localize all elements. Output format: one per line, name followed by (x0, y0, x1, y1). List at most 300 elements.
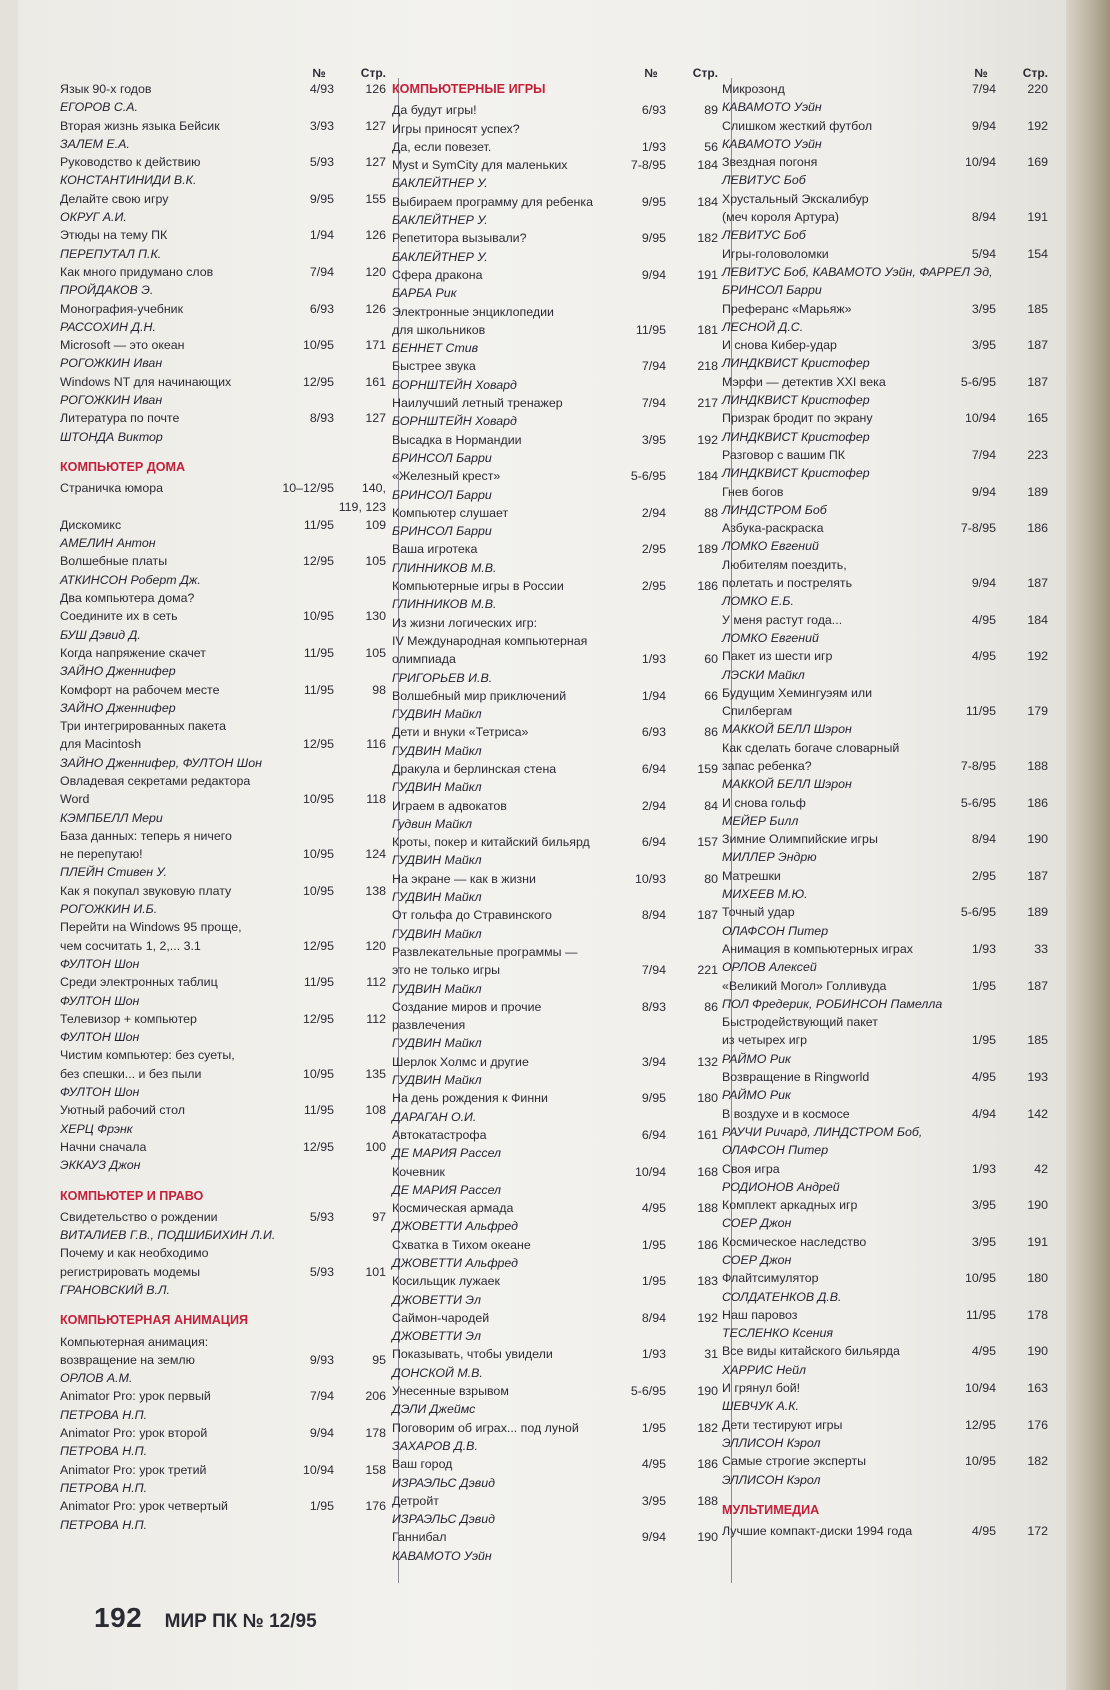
issue-number: 4/95 (971, 1070, 996, 1085)
issue-number: 12/95 (302, 374, 334, 389)
page-ref: 189 (1027, 905, 1048, 920)
author-name: ГУДВИН Майкл (392, 1073, 482, 1088)
entry-line (60, 1101, 390, 1119)
entry-line (722, 190, 1052, 208)
entry-line (392, 1382, 722, 1400)
index-entry (722, 190, 1052, 245)
entry-line (392, 120, 722, 138)
author-name: ПОЛ Фредерик, РОБИНСОН Памелла (722, 996, 943, 1011)
entry-line (60, 479, 390, 497)
index-entry (60, 190, 390, 227)
issue-number: 4/95 (971, 612, 996, 627)
author-name: ГУДВИН Майкл (392, 890, 482, 905)
article-title: Детройт (392, 1493, 439, 1508)
author-name: ГЛИННИКОВ М.В. (392, 560, 497, 575)
issue-number: 1/93 (971, 941, 996, 956)
article-title: Любителям поездить, (722, 557, 847, 572)
index-entry (722, 300, 1052, 337)
issue-number: 2/95 (971, 868, 996, 883)
article-title: Звездная погоня (722, 155, 818, 170)
issue-number: 1/95 (971, 1033, 996, 1048)
issue-number: 9/94 (641, 1530, 666, 1545)
issue-number: 1/93 (641, 139, 666, 154)
index-entry (60, 1010, 390, 1047)
author-name: ИЗРАЭЛЬС Дэвид (392, 1475, 495, 1490)
page-ref: 176 (365, 1499, 386, 1514)
issue-number: 10/95 (302, 883, 334, 898)
author-name: ПЕТРОВА Н.П. (60, 1480, 148, 1495)
article-title: Электронные энциклопедии (392, 304, 554, 319)
page-ref: 183 (697, 1274, 718, 1289)
author-name: РАУЧИ Ричард, ЛИНДСТРОМ Боб, (722, 1124, 923, 1139)
author-name: ЛЕВИТУС Боб (722, 173, 806, 188)
article-title: Микрозонд (722, 82, 785, 96)
article-title: Космическое наследство (722, 1234, 867, 1249)
entry-line (722, 1342, 1052, 1360)
issue-number: 10/94 (634, 1164, 666, 1179)
page-ref: 95 (372, 1352, 386, 1367)
author-name: ЛЭСКИ Майкл (722, 667, 805, 682)
entry-line (392, 797, 722, 815)
article-title: Свидетельство о рождении (60, 1209, 218, 1224)
entry-line (60, 1010, 390, 1028)
author-name: БРИНСОЛ Барри (392, 524, 492, 539)
index-entry (60, 516, 390, 553)
index-column-3 (722, 64, 1052, 1540)
entry-line (60, 973, 390, 991)
issue-number: 3/94 (641, 1054, 666, 1069)
index-entry (392, 577, 722, 614)
index-entry (392, 303, 722, 358)
article-title: Как сделать богаче словарный (722, 740, 900, 755)
page-ref: 187 (1027, 978, 1048, 993)
page-ref: 180 (697, 1091, 718, 1106)
issue-number: 9/95 (641, 231, 666, 246)
article-title: Своя игра (722, 1161, 780, 1176)
page-ref: 105 (365, 645, 386, 660)
article-title: Язык 90-х годов (60, 82, 152, 96)
author-name: ПЕТРОВА Н.П. (60, 1517, 148, 1532)
article-title: Сфера дракона (392, 267, 483, 282)
column-header (722, 64, 1052, 80)
issue-number: 11/95 (965, 704, 996, 719)
index-entry (722, 647, 1052, 684)
article-title: Пакет из шести игр (722, 649, 833, 664)
index-entry (60, 263, 390, 300)
entry-line (722, 794, 1052, 812)
author-name: ДАРАГАН О.И. (392, 1109, 477, 1124)
issue-number: 10/94 (302, 1462, 334, 1477)
entry-line (722, 556, 1052, 574)
entry-line (60, 409, 390, 427)
article-title: Делайте свою игру (60, 191, 169, 206)
page-ref: 182 (1027, 1454, 1048, 1469)
article-title: Волшебный мир приключений (392, 688, 567, 703)
index-entry (392, 504, 722, 541)
index-entry (60, 1244, 390, 1299)
article-title: Наилучший летный тренажер (392, 396, 563, 411)
author-name: ОРЛОВ А.М. (60, 1371, 133, 1386)
author-name: БЕННЕТ Стив (392, 341, 479, 356)
page-ref: 135 (365, 1066, 386, 1081)
author-name: ЭЛЛИСОН Кэрол (722, 1435, 821, 1450)
index-entry (60, 153, 390, 190)
issue-number: 8/94 (641, 908, 666, 923)
page-header: Стр. (360, 66, 386, 80)
page-ref: 84 (704, 798, 718, 813)
article-title: На экране — как в жизни (392, 871, 536, 886)
article-title: Компьютер слушает (392, 505, 509, 520)
index-entry (392, 357, 722, 394)
entry-line (722, 1233, 1052, 1251)
index-entry (722, 1068, 1052, 1105)
entry-line (722, 977, 1052, 995)
index-entry (722, 409, 1052, 446)
entry-line (60, 790, 390, 808)
issue-number: 11/95 (635, 322, 666, 337)
article-title: От гольфа до Стравинского (392, 908, 552, 923)
entry-line (60, 735, 390, 753)
author-name: БОРНШТЕЙН Ховард (392, 414, 517, 429)
author-name: ГРАНОВСКИЙ В.Л. (60, 1283, 170, 1297)
article-title: Точный удар (722, 905, 795, 920)
index-entry (60, 918, 390, 973)
entry-line (722, 446, 1052, 464)
index-entry (60, 117, 390, 154)
page-ref: 161 (365, 374, 386, 389)
section-title: КОМПЬЮТЕР ДОМА (60, 459, 186, 474)
issue-number: 7/94 (971, 82, 996, 96)
issue-number: 10/94 (964, 155, 996, 170)
index-column-1 (60, 64, 390, 1534)
issue-number: 8/94 (641, 1310, 666, 1325)
article-title: Слишком жесткий футбол (722, 118, 873, 133)
page-ref: 190 (1027, 1344, 1048, 1359)
entry-line (722, 245, 1052, 263)
index-entry (392, 394, 722, 431)
issue-number: 9/95 (641, 194, 666, 209)
section-title: КОМПЬЮТЕР И ПРАВО (60, 1188, 204, 1203)
article-title: Animator Pro: урок второй (60, 1426, 208, 1441)
author-name: РАССОХИН Д.Н. (60, 319, 156, 334)
issue-number: 11/95 (303, 517, 334, 532)
index-entry (392, 467, 722, 504)
author-name: БАКЛЕЙТНЕР У. (392, 176, 488, 191)
entry-line (60, 516, 390, 534)
article-title: Animator Pro: урок четвертый (60, 1499, 228, 1514)
author-name: РОГОЖКИН И.Б. (60, 902, 158, 917)
page-ref: 179 (1027, 704, 1048, 719)
index-entry (392, 431, 722, 468)
author-name: БОРНШТЕЙН Ховард (392, 377, 517, 392)
index-entry (60, 300, 390, 337)
article-title: Вторая жизнь языка Бейсик (60, 118, 220, 133)
page-ref: 120 (365, 264, 386, 279)
entry-line (60, 1461, 390, 1479)
issue-number: 7-8/95 (960, 521, 996, 536)
entry-line (392, 321, 722, 339)
entry-line (392, 266, 722, 284)
issue-number: 7/94 (641, 963, 666, 978)
entry-line (60, 226, 390, 244)
article-title: Дракула и берлинская стена (392, 761, 557, 776)
index-entry (392, 906, 722, 943)
author-name: МАККОЙ БЕЛЛ Шэрон (722, 722, 852, 737)
index-entry (60, 1497, 390, 1534)
page-ref: 60 (704, 652, 718, 667)
entry-line (392, 632, 722, 650)
entry-line (392, 577, 722, 595)
entry-line (392, 1163, 722, 1181)
index-entry (722, 1013, 1052, 1068)
article-title: На день рождения к Финни (392, 1091, 548, 1106)
article-title: Преферанс «Марьяж» (722, 301, 852, 316)
index-entry (722, 373, 1052, 410)
entry-line (392, 870, 722, 888)
index-entry (60, 373, 390, 410)
index-entry (60, 1138, 390, 1175)
page-ref: 186 (697, 1457, 718, 1472)
issue-number: 12/95 (302, 938, 334, 953)
page-ref: 112 (366, 975, 386, 990)
article-title: Схватка в Тихом океане (392, 1237, 531, 1252)
article-title: полетать и пострелять (722, 576, 853, 591)
article-title: Космическая армада (392, 1201, 514, 1216)
issue-number: 10/95 (302, 792, 334, 807)
page-ref: 192 (1027, 118, 1048, 133)
page-ref: 56 (704, 139, 718, 154)
issue-number: 4/95 (971, 1524, 996, 1539)
index-entry (392, 1345, 722, 1382)
entry-line (392, 687, 722, 705)
column-header (392, 64, 722, 80)
index-entry (722, 556, 1052, 611)
page-ref: 178 (1027, 1307, 1048, 1322)
author-name: МЕЙЕР Билл (722, 813, 799, 828)
author-name: БРИНСОЛ Барри (722, 283, 822, 298)
index-entry (60, 882, 390, 919)
issue-number: 3/95 (641, 1493, 666, 1508)
article-title: Из жизни логических игр: (392, 615, 538, 630)
author-name: ГУДВИН Майкл (392, 926, 482, 941)
article-title: Windows NT для начинающих (60, 374, 232, 389)
page-ref: 190 (1027, 1198, 1048, 1213)
entry-line (722, 1416, 1052, 1434)
article-title: регистрировать модемы (60, 1264, 201, 1279)
page-ref: 188 (697, 1201, 718, 1216)
index-entry (392, 1163, 722, 1200)
page-ref: 86 (704, 725, 718, 740)
page-ref: 206 (365, 1389, 386, 1404)
page-header: Стр. (692, 66, 718, 80)
entry-line (60, 607, 390, 625)
page-ref: 192 (697, 1310, 718, 1325)
issue-header: № (644, 66, 658, 80)
index-entry (60, 827, 390, 882)
page-ref: 185 (1027, 1033, 1048, 1048)
page-ref: 176 (1027, 1417, 1048, 1432)
index-entry (60, 589, 390, 644)
index-entry (60, 717, 390, 772)
entry-line (722, 80, 1052, 98)
issue-number: 10/95 (302, 847, 334, 862)
page-ref: 118 (366, 792, 386, 807)
index-entry (722, 1452, 1052, 1489)
author-name: БРИНСОЛ Барри (392, 487, 492, 502)
issue-number: 12/95 (302, 1139, 334, 1154)
entry-line (60, 190, 390, 208)
index-entry (392, 229, 722, 266)
article-title: Будущим Хемингуэям или (722, 685, 873, 700)
section-title: МУЛЬТИМЕДИА (722, 1502, 820, 1517)
entry-line (60, 336, 390, 354)
author-name: ГУДВИН Майкл (392, 853, 482, 868)
issue-number: 10/95 (964, 1454, 996, 1469)
author-name: ТЕСЛЕНКО Ксения (722, 1326, 834, 1341)
entry-line (60, 80, 390, 98)
issue-number: 3/95 (641, 432, 666, 447)
issue-number: 11/95 (303, 1103, 334, 1118)
entry-line (60, 918, 390, 936)
entry-line (60, 263, 390, 281)
entry-line (722, 684, 1052, 702)
article-title: Соедините их в сеть (60, 609, 178, 624)
author-name: ДЖОВЕТТИ Альфред (392, 1256, 519, 1270)
author-name: ДОНСКОЙ М.В. (392, 1365, 483, 1380)
entry-line (60, 681, 390, 699)
article-title: запас ребенка? (722, 758, 812, 773)
article-title: Уютный рабочий стол (60, 1103, 185, 1118)
entry-line (392, 1528, 722, 1546)
page-ref: 220 (1027, 82, 1048, 96)
author-name: МИХЕЕВ М.Ю. (722, 887, 808, 902)
author-name: ОРЛОВ Алексей (722, 960, 817, 975)
article-title: не перепутаю! (60, 847, 143, 862)
index-entry (722, 336, 1052, 373)
author-name: РОГОЖКИН Иван (60, 393, 163, 408)
issue-number: 6/93 (641, 725, 666, 740)
page-ref: 182 (697, 1420, 718, 1435)
author-name: МАККОЙ БЕЛЛ Шэрон (722, 777, 852, 792)
index-entry (60, 226, 390, 263)
page-ref: 159 (697, 761, 718, 776)
index-entry (722, 830, 1052, 867)
article-title: Овладевая секретами редактора (60, 773, 251, 788)
author-name: ФУЛТОН Шон (60, 993, 140, 1008)
issue-number: 11/95 (303, 975, 334, 990)
entry-line (60, 772, 390, 790)
article-title: Лучшие компакт-диски 1994 года (722, 1524, 913, 1539)
index-entry (60, 1208, 390, 1245)
entry-line (722, 903, 1052, 921)
issue-number: 4/95 (641, 1201, 666, 1216)
index-entry (392, 723, 722, 760)
index-entry (392, 266, 722, 303)
author-name: КАВАМОТО Уэйн (722, 136, 822, 151)
book-spine (1066, 0, 1110, 1690)
entry-line (392, 1126, 722, 1144)
entry-line (722, 830, 1052, 848)
page-ref: 127 (365, 411, 386, 426)
index-entry (60, 479, 390, 516)
issue-number: 6/93 (309, 301, 334, 316)
article-title: Игры приносят успех? (392, 121, 520, 136)
issue-number: 5/93 (309, 1209, 334, 1224)
article-title: Наш паровоз (722, 1307, 798, 1322)
issue-number: 1/95 (641, 1274, 666, 1289)
article-title: возвращение на землю (60, 1352, 195, 1367)
article-title: Спилбергам (722, 704, 793, 719)
article-title: Кочевник (392, 1164, 445, 1179)
index-entry (392, 760, 722, 797)
author-name: БАРБА Рик (392, 286, 457, 301)
page-ref: 142 (1027, 1106, 1048, 1121)
issue-number: 9/94 (971, 118, 996, 133)
page-number: 192 (94, 1602, 143, 1633)
author-name: КОНСТАНТИНИДИ В.К. (60, 173, 197, 188)
index-entry (392, 797, 722, 834)
index-entry (392, 1089, 722, 1126)
issue-number: 7/94 (309, 264, 334, 279)
page-ref: 86 (704, 999, 718, 1014)
index-entry (60, 409, 390, 446)
article-title: Дети тестируют игры (722, 1417, 843, 1432)
article-title: Выбираем программу для ребенка (392, 194, 593, 209)
article-title: Играем в адвокатов (392, 798, 507, 813)
index-entry (722, 1379, 1052, 1416)
article-title: Унесенные взрывом (392, 1384, 509, 1399)
page-ref: 187 (1027, 338, 1048, 353)
article-title: Да, если повезет. (392, 139, 492, 154)
article-title: Компьютерная анимация: (60, 1334, 209, 1349)
entry-line (60, 1497, 390, 1515)
article-title: Дети и внуки «Тетриса» (392, 725, 529, 740)
issue-number: 5-6/95 (630, 469, 666, 484)
article-title: Высадка в Нормандии (392, 432, 522, 447)
issue-header: № (974, 66, 988, 80)
issue-header: № (312, 66, 326, 80)
index-entry (392, 833, 722, 870)
index-entry (722, 867, 1052, 904)
article-title: Развлекательные программы — (392, 944, 578, 959)
article-title: Кроты, покер и китайский бильярд (392, 835, 590, 850)
page-ref: 187 (1027, 868, 1048, 883)
page-ref: 127 (365, 155, 386, 170)
article-title: Азбука-раскраска (722, 521, 824, 536)
issue-number: 11/95 (965, 1307, 996, 1322)
author-name: ЛИНДКВИСТ Кристофер (722, 429, 870, 444)
index-entry (722, 1306, 1052, 1343)
page-ref: 189 (1027, 484, 1048, 499)
issue-number: 9/95 (309, 191, 334, 206)
issue-number: 3/95 (971, 338, 996, 353)
index-column-2 (392, 64, 722, 1565)
issue-number: 4/95 (641, 1457, 666, 1472)
entry-line (722, 574, 1052, 592)
author-name: СОЕР Джон (722, 1216, 792, 1231)
entry-line (722, 1068, 1052, 1086)
article-title: Word (60, 792, 90, 807)
page-ref: 126 (365, 301, 386, 316)
page-ref: 191 (1027, 210, 1048, 225)
issue-number: 9/94 (309, 1426, 334, 1441)
index-entry (60, 681, 390, 718)
index-entry (392, 1309, 722, 1346)
index-entry (722, 1269, 1052, 1306)
page-ref: 221 (697, 963, 718, 978)
issue-number: 2/95 (641, 579, 666, 594)
page-ref: 157 (697, 835, 718, 850)
